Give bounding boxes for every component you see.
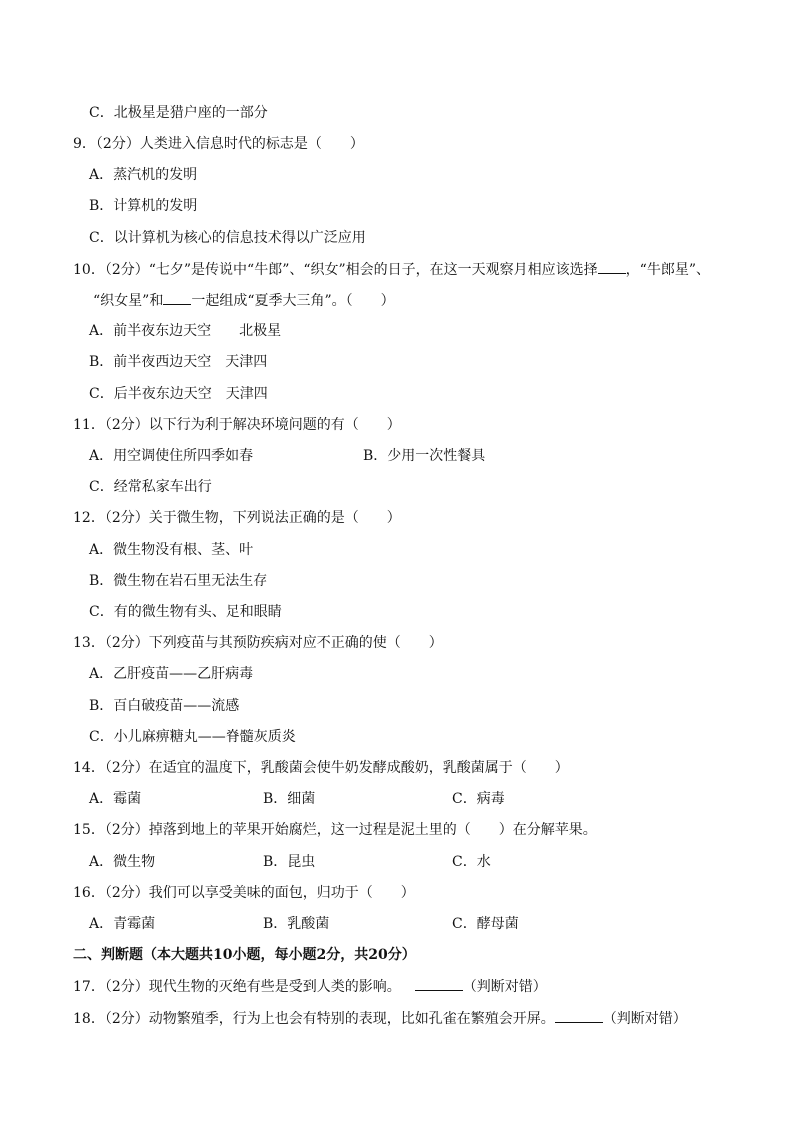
q11-option-b: B．少用一次性餐具 [363, 448, 486, 464]
q18-suffix: （判断对错） [602, 1011, 687, 1027]
q10-stem-line1 [73, 259, 710, 280]
q10-blank-1 [598, 259, 626, 274]
q16-option-b: B．乳酸菌 [263, 916, 330, 932]
q12-option-b: B．微生物在岩石里无法生存 [89, 573, 268, 589]
q10-stem-part1: 10．（2分）“七夕”是传说中“牛郎”、“织女”相会的日子，在这一天观察月相应该选择 [73, 262, 598, 278]
q10-option-c: C．后半夜东边天空 天津四 [89, 386, 268, 402]
q17-stem: 17．（2分）现代生物的灭绝有些是受到人类的影响。 [73, 979, 401, 995]
q14-option-a: A．霉菌 [89, 791, 142, 807]
q18-stem: 18．（2分）动物繁殖季，行为上也会有特别的表现，比如孔雀在繁殖会开屏。 [73, 1011, 555, 1027]
q13-option-b: B．百白破疫苗——流感 [89, 698, 240, 714]
q9-option-b: B．计算机的发明 [89, 198, 198, 214]
q12-option-c: C．有的微生物有头、足和眼睛 [89, 604, 282, 620]
q10-stem-line2 [93, 290, 395, 311]
q12-stem: 12．（2分）关于微生物，下列说法正确的是（ ） [73, 510, 401, 526]
q13-stem: 13．（2分）下列疫苗与其预防疾病对应不正确的使（ ） [73, 635, 443, 651]
q14-option-b: B．细菌 [263, 791, 316, 807]
q15-option-c: C．水 [452, 854, 491, 870]
q13-option-c: C．小儿麻痹糖丸——脊髓灰质炎 [89, 729, 296, 745]
q15-stem: 15．（2分）掉落到地上的苹果开始腐烂，这一过程是泥土里的（ ）在分解苹果。 [73, 822, 597, 838]
q11-stem: 11．（2分）以下行为利于解决环境问题的有（ ） [73, 417, 401, 433]
q10-stem-part3: “织女星”和 [93, 293, 164, 309]
q14-stem: 14．（2分）在适宜的温度下，乳酸菌会使牛奶发酵成酸奶，乳酸菌属于（ ） [73, 760, 569, 776]
q9-stem: 9．（2分）人类进入信息时代的标志是（ ） [73, 136, 364, 152]
q9-option-c: C．以计算机为核心的信息技术得以广泛应用 [89, 230, 366, 246]
q10-blank-2 [163, 290, 191, 305]
q15-option-a: A．微生物 [89, 854, 156, 870]
q10-stem-part4: 一起组成“夏季大三角”。（ ） [191, 293, 395, 309]
q12-option-a: A．微生物没有根、茎、叶 [89, 542, 254, 558]
q11-option-c: C．经常私家车出行 [89, 479, 212, 495]
q9-option-a: A．蒸汽机的发明 [89, 167, 198, 183]
q16-option-c: C．酵母菌 [452, 916, 519, 932]
section-2-title: 二、判断题（本大题共10小题，每小题2分，共20分） [73, 947, 416, 963]
q17-suffix: （判断对错） [462, 979, 547, 995]
q18-answer-blank[interactable] [555, 1008, 603, 1023]
q17-answer-blank[interactable] [415, 976, 463, 991]
q17-line [73, 976, 547, 997]
q11-option-a: A．用空调使住所四季如春 [89, 448, 254, 464]
q10-option-b: B．前半夜西边天空 天津四 [89, 354, 268, 370]
q18-line [73, 1008, 687, 1029]
q10-stem-part2: ，“牛郎星”、 [625, 262, 710, 278]
q16-option-a: A．青霉菌 [89, 916, 156, 932]
q8-option-c: C．北极星是猎户座的一部分 [89, 105, 268, 121]
q15-option-b: B．昆虫 [263, 854, 316, 870]
q16-stem: 16．（2分）我们可以享受美味的面包，归功于（ ） [73, 885, 415, 901]
q13-option-a: A．乙肝疫苗——乙肝病毒 [89, 666, 254, 682]
q14-option-c: C．病毒 [452, 791, 505, 807]
q10-option-a: A．前半夜东边天空 北极星 [89, 323, 282, 339]
